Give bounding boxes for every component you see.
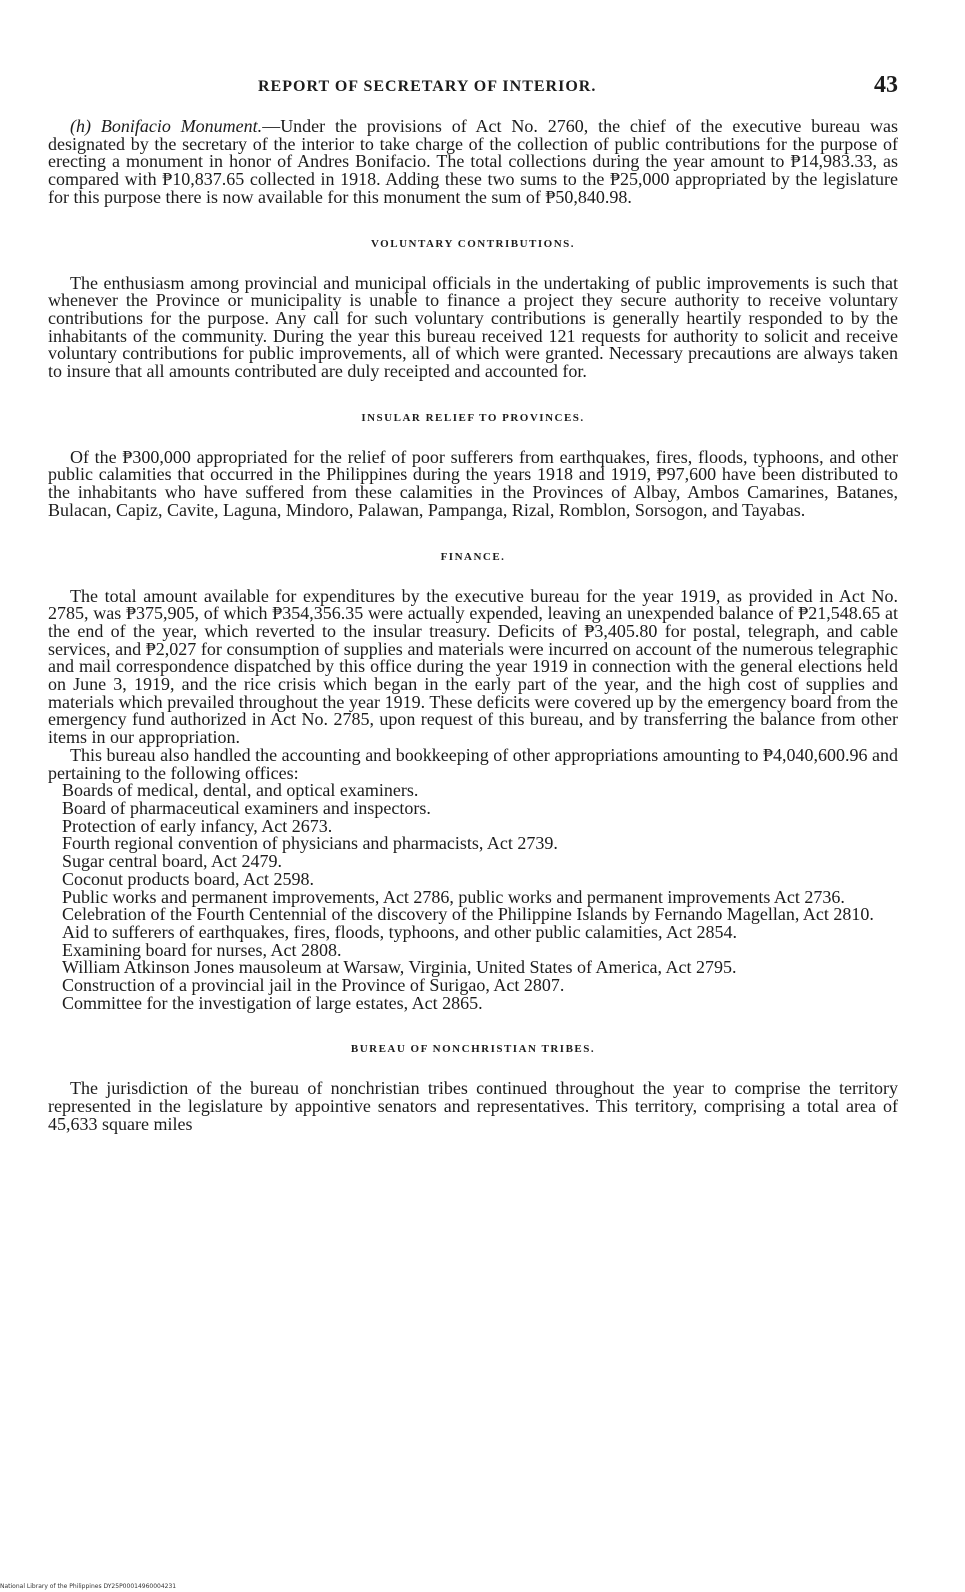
running-title: REPORT OF SECRETARY OF INTERIOR.	[258, 78, 597, 95]
page-number: 43	[874, 72, 898, 98]
list-item: Coconut products board, Act 2598.	[62, 868, 314, 889]
bonifacio-label: (h)	[70, 116, 91, 136]
list-item: Public works and permanent improvements, Act 2786, public works and permanent improvements Act 2736.	[62, 886, 845, 907]
list-item: Protection of early infancy, Act 2673.	[62, 815, 333, 836]
page-body	[48, 118, 898, 1134]
list-item: Sugar central board, Act 2479.	[62, 851, 282, 872]
offices-list	[48, 782, 898, 1012]
bonifacio-title: Bonifacio Monument.	[100, 116, 263, 136]
list-item: Construction of a provincial jail in the Province of Surigao, Act 2807.	[62, 975, 565, 996]
nonchristian-heading: BUREAU OF NONCHRISTIAN TRIBES.	[350, 1043, 596, 1056]
list-item: Committee for the investigation of large estates, Act 2865.	[62, 992, 483, 1013]
finance-paragraph-2: This bureau also handled the accounting and bookkeeping of other appropriations amounting to ₱4,040,600.96 and pertaining to the following offices:	[48, 744, 898, 783]
voluntary-paragraph: The enthusiasm among provincial and municipal officials in the undertaking of public improvements is such that whenever the Province or municipality is unable to finance a project they secure authority to receive voluntary contributions for the purpose. Any call for such voluntary contributions is generally heartily responded to by the inhabitants of the community. During the year this bureau received 121 requests for authority to solicit and receive voluntary contributions for public improvements, all of which were granted. Necessary precautions are always taken to insure that all amounts contributed are duly receipted and accounted for.	[48, 272, 898, 382]
bonifacio-text: —Under the provisions of Act No. 2760, the chief of the executive bureau was designated by the secretary of the interior to take charge of the collection of public contributions for the purpose of erecting a monument in honor of Andres Bonifacio. The total collections during the year amount to ₱14,983.33, as compared with ₱10,837.65 collected in 1918. Adding these two sums to the ₱25,000 appropriated by the legislature for this purpose there is now available for this monument the sum of ₱50,840.98.	[48, 116, 899, 207]
list-item: Celebration of the Fourth Centennial of the discovery of the Philippine Islands by Fernando Magellan, Act 2810.	[62, 904, 874, 925]
insular-paragraph: Of the ₱300,000 appropriated for the relief of poor sufferers from earthquakes, fires, floods, typhoons, and other public calamities that occurred in the Philippines during the years 1918 and 1919, ₱97,600 have been distributed to the inhabitants who have suffered from these calamities in the Provinces of Albay, Ambos Camarines, Batanes, Bulacan, Capiz, Cavite, Laguna, Mindoro, Palawan, Pampanga, Rizal, Romblon, Sorsogon, and Tayabas.	[48, 446, 898, 520]
list-item: Aid to sufferers of earthquakes, fires, floods, typhoons, and other public calamities, Act 2854.	[62, 921, 738, 942]
voluntary-heading: VOLUNTARY CONTRIBUTIONS.	[370, 237, 576, 250]
bonifacio-paragraph	[48, 118, 898, 207]
list-item: Examining board for nurses, Act 2808.	[62, 939, 342, 960]
list-item: Boards of medical, dental, and optical examiners.	[62, 780, 419, 801]
list-item: William Atkinson Jones mausoleum at Warsaw, Virginia, United States of America, Act 2795.	[62, 957, 737, 978]
finance-paragraph-1: The total amount available for expenditures by the executive bureau for the year 1919, as provided in Act No. 2785, was ₱375,905, of which ₱354,356.35 were actually expended, leaving an unexpended balance of ₱21,548.65 at the end of the year, which reverted to the insular treasury. Deficits of ₱3,405.80 for postal, telegraph, and cable services, and ₱2,027 for consumption of supplies and materials were incurred on account of the numerous telegraphic and mail correspondence dispatched by this office during the year 1919 in connection with the general elections held on June 3, 1919, and the rice crisis which began in the early part of the year, and the high cost of supplies and materials which prevailed throughout the year 1919. These deficits were covered up by the emergency board from the emergency fund authorized in Act No. 2785, upon request of this bureau, and by transferring the balance from other items in our appropriation.	[48, 585, 898, 748]
nonchristian-paragraph: The jurisdiction of the bureau of nonchristian tribes continued throughout the year to comprise the territory represented in the legislature by appointive senators and representatives. This territory, comprising a total area of 45,633 square miles	[48, 1078, 898, 1134]
list-item: Fourth regional convention of physicians and pharmacists, Act 2739.	[62, 833, 558, 854]
insular-heading: INSULAR RELIEF TO PROVINCES.	[361, 411, 585, 424]
running-head	[258, 72, 898, 102]
list-item: Board of pharmaceutical examiners and inspectors.	[62, 797, 431, 818]
library-footer: National Library of the Philippines DY25P00014960004231	[0, 1583, 177, 1590]
finance-heading: FINANCE.	[440, 550, 506, 563]
